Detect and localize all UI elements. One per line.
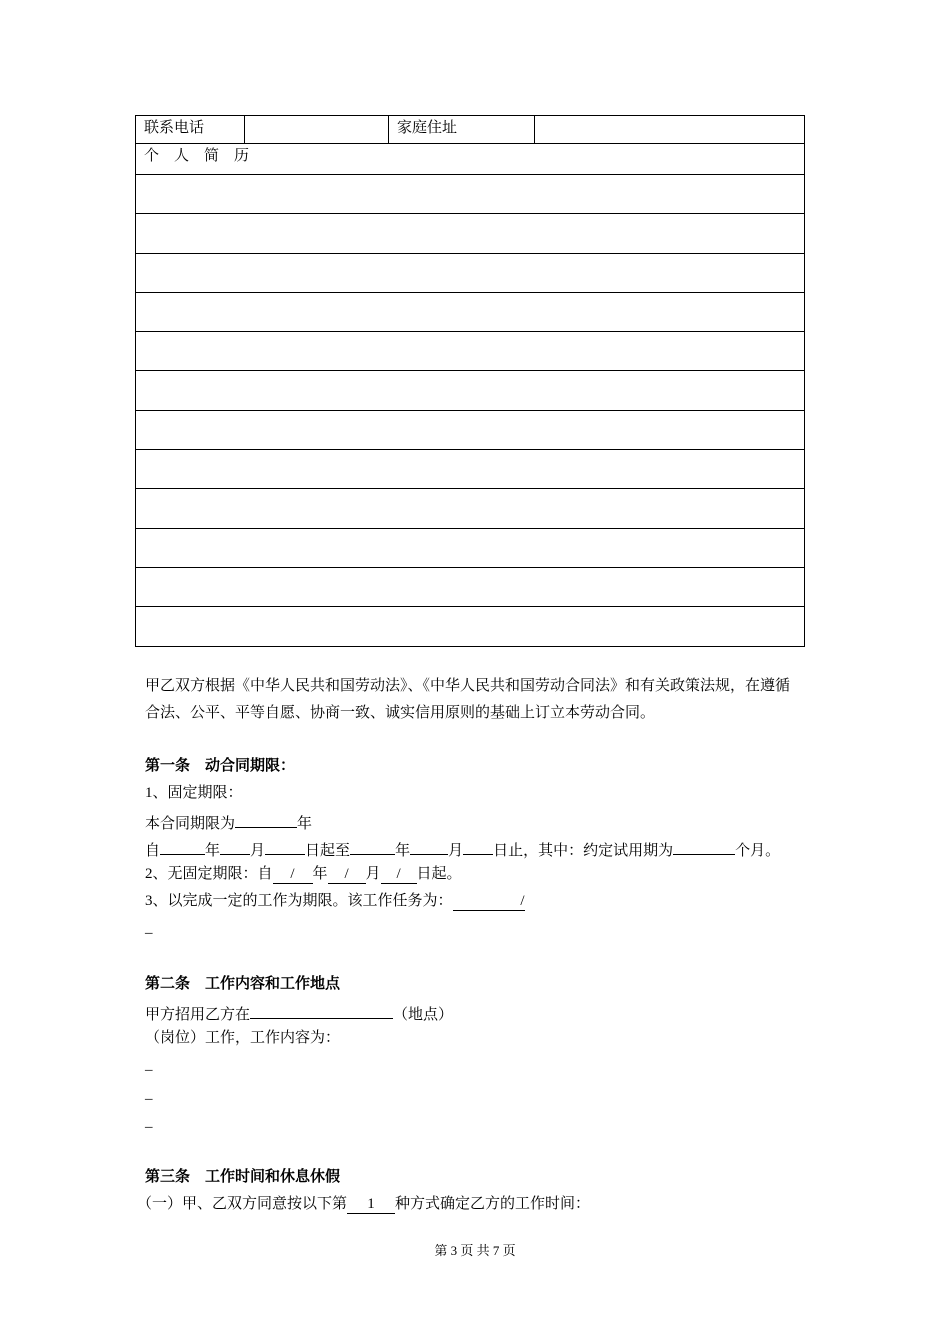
label: 年: [205, 843, 221, 859]
label: 月: [448, 843, 464, 859]
blank[interactable]: /: [381, 866, 417, 884]
blank[interactable]: [160, 837, 205, 855]
label: 年: [312, 866, 328, 882]
resume-cell[interactable]: [136, 607, 805, 646]
open-term-line: [145, 864, 462, 884]
article-2-title: 第二条 工作内容和工作地点: [145, 976, 341, 992]
label: 月: [250, 843, 266, 859]
resume-cell[interactable]: [136, 332, 805, 371]
intro-line-2: 合法、公平、平等自愿、协商一致、诚实信用原则的基础上订立本劳动合同。: [145, 705, 656, 721]
label: 年: [297, 816, 313, 832]
label: 自: [145, 843, 161, 859]
resume-row: [136, 410, 805, 449]
label: 个月。: [735, 843, 781, 859]
label: （一）甲、乙双方同意按以下第: [137, 1196, 348, 1212]
label: 3、以完成一定的工作为期限。该工作任务为：: [145, 893, 453, 909]
label: 日起至: [305, 843, 351, 859]
resume-row: [136, 450, 805, 489]
resume-cell[interactable]: [136, 528, 805, 567]
address-value[interactable]: [535, 116, 805, 144]
resume-row: [136, 214, 805, 253]
label: （地点）: [393, 1007, 454, 1023]
resume-label: 个 人 简 历: [136, 144, 805, 175]
term-years-blank[interactable]: [235, 810, 297, 828]
work-time-line: [137, 1194, 590, 1214]
term-dates-line: [145, 837, 780, 861]
blank[interactable]: [220, 837, 250, 855]
resume-row: [136, 489, 805, 528]
blank[interactable]: [350, 837, 395, 855]
label: 月: [365, 866, 381, 882]
resume-cell[interactable]: [136, 175, 805, 214]
dash: –: [145, 925, 153, 941]
resume-cell[interactable]: [136, 410, 805, 449]
label: 日起。: [416, 866, 462, 882]
resume-row: [136, 175, 805, 214]
blank[interactable]: [410, 837, 448, 855]
resume-cell[interactable]: [136, 292, 805, 331]
address-label: 家庭住址: [389, 116, 535, 144]
position-line: （岗位）工作，工作内容为：: [145, 1030, 341, 1046]
dash: –: [145, 1062, 153, 1078]
label: 日止，其中：约定试用期为: [493, 843, 674, 859]
phone-value[interactable]: [245, 116, 389, 144]
task-term-line: [145, 891, 525, 911]
resume-cell[interactable]: [136, 253, 805, 292]
resume-row: [136, 332, 805, 371]
location-blank[interactable]: [250, 1001, 393, 1019]
resume-row: [136, 607, 805, 646]
label: 本合同期限为: [145, 816, 236, 832]
task-blank[interactable]: /: [453, 893, 525, 911]
fixed-term-label: 1、固定期限：: [145, 785, 243, 801]
label: 2、无固定期限：自: [145, 866, 273, 882]
resume-cell[interactable]: [136, 371, 805, 410]
term-years-line: [145, 810, 312, 834]
resume-cell[interactable]: [136, 450, 805, 489]
intro-line-1: 甲乙双方根据《中华人民共和国劳动法》、《中华人民共和国劳动合同法》和有关政策法规，在遵循: [145, 678, 791, 694]
label: 甲方招用乙方在: [145, 1007, 251, 1023]
article-1-title: 第一条 动合同期限：: [145, 758, 296, 774]
label: 种方式确定乙方的工作时间：: [395, 1196, 591, 1212]
workplace-line: [145, 1001, 453, 1025]
resume-cell[interactable]: [136, 214, 805, 253]
resume-row: [136, 567, 805, 606]
resume-row: [136, 253, 805, 292]
label: 年: [395, 843, 411, 859]
blank[interactable]: /: [328, 866, 366, 884]
blank[interactable]: /: [273, 866, 313, 884]
resume-cell[interactable]: [136, 567, 805, 606]
resume-row: [136, 528, 805, 567]
resume-row: [136, 292, 805, 331]
page-footer: 第 3 页 共 7 页: [434, 1243, 516, 1258]
method-blank[interactable]: 1: [347, 1196, 395, 1214]
probation-blank[interactable]: [673, 837, 735, 855]
personal-info-table: [135, 115, 805, 647]
resume-cell[interactable]: [136, 489, 805, 528]
phone-label: 联系电话: [136, 116, 245, 144]
dash: –: [145, 1091, 153, 1107]
blank[interactable]: [463, 837, 493, 855]
dash: –: [145, 1119, 153, 1135]
article-3-title: 第三条 工作时间和休息休假: [145, 1169, 341, 1185]
resume-row: [136, 371, 805, 410]
blank[interactable]: [265, 837, 305, 855]
